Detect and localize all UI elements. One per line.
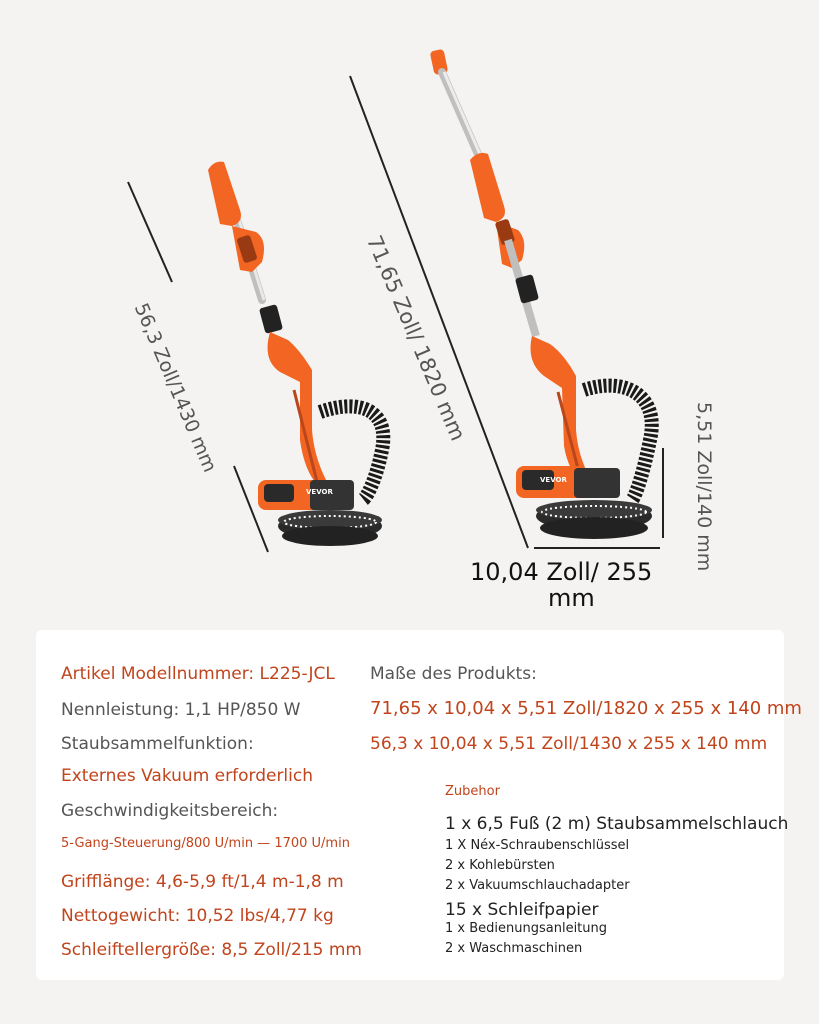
spec-card (36, 630, 802, 980)
brand-logo-large: VEVOR (540, 476, 567, 484)
accessory-item: 15 x Schleifpapier (445, 900, 599, 920)
accessory-item: 2 x Waschmaschinen (445, 941, 583, 956)
accessory-item: 1 x Bedienungsanleitung (445, 921, 608, 936)
speed-range-label: Geschwindigkeitsbereich: (61, 801, 279, 821)
model-number: Artikel Modellnummer: L225-JCL (61, 664, 335, 684)
measurements-min: 56,3 x 10,04 x 5,51 Zoll/1430 x 255 x 140 mm (370, 734, 768, 754)
measurements-title: Maße des Produkts: (370, 664, 537, 684)
depth-label: 5,51 Zoll/140 mm (693, 402, 715, 572)
accessory-item: 2 x Kohlebürsten (445, 858, 555, 873)
small-height-line-top (128, 182, 172, 282)
accessories-title: Zubehor (445, 784, 500, 799)
net-weight: Nettogewicht: 10,52 lbs/4,77 kg (61, 906, 334, 926)
power-rating: Nennleistung: 1,1 HP/850 W (61, 700, 301, 720)
measurements-max: 71,65 x 10,04 x 5,51 Zoll/1820 x 255 x 140 mm (370, 698, 802, 719)
accessory-item: 2 x Vakuumschlauchadapter (445, 878, 630, 893)
width-label-line2: mm (548, 584, 595, 612)
width-label-line1: 10,04 Zoll/ 255 (470, 558, 653, 586)
sander-small (208, 162, 383, 546)
brand-logo-small: VEVOR (306, 488, 333, 496)
speed-range-value: 5-Gang-Steuerung/800 U/min — 1700 U/min (61, 836, 350, 851)
accessory-item: 1 X Néx-Schraubenschlüssel (445, 838, 630, 853)
accessory-item: 1 x 6,5 Fuß (2 m) Staubsammelschlauch (445, 814, 789, 834)
dust-collection-label: Staubsammelfunktion: (61, 734, 254, 754)
grip-length: Grifflänge: 4,6-5,9 ft/1,4 m-1,8 m (61, 872, 344, 892)
large-height-label: 71,65 Zoll/ 1820 mm (361, 232, 471, 445)
small-height-label: 56,3 Zoll/1430 mm (129, 300, 221, 476)
pad-size: Schleiftellergröße: 8,5 Zoll/215 mm (61, 940, 362, 960)
dust-collection-value: Externes Vakuum erforderlich (61, 766, 314, 786)
sander-large (430, 49, 652, 539)
